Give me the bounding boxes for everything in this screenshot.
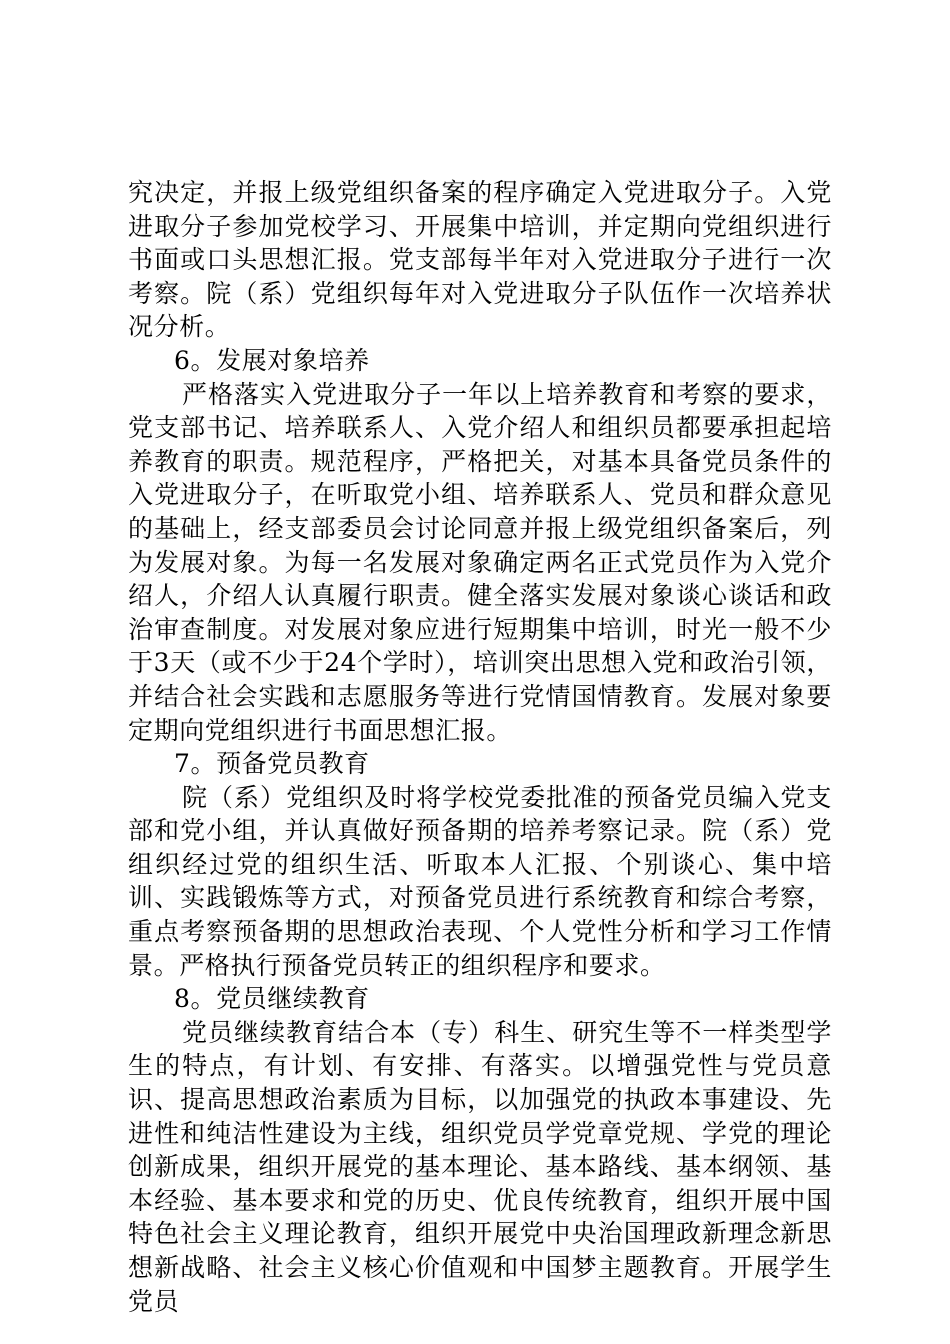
paragraph-probationary-members: 院（系）党组织及时将学校党委批准的预备党员编入党支部和党小组，并认真做好预备期的培养考察记录。院（系）党组织经过党的组织生活、听取本人汇报、个别谈心、集中培训、实践锻炼等方式，对预备党员进行系统教育和综合考察，重点考察预备期的思想政治表现、个人党性分析和学习工作情景。严格执行预备党员转正的组织程序和要求。 <box>128 782 832 980</box>
document-body <box>128 176 832 1318</box>
paragraph-continuing-education: 党员继续教育结合本（专）科生、研究生等不一样类型学生的特点，有计划、有安排、有落实。以增强党性与党员意识、提高思想政治素质为目标，以加强党的执政本事建设、先进性和纯洁性建设为主线，组织党员学党章党规、学党的理论创新成果，组织开展党的基本理论、基本路线、基本纲领、基本经验、基本要求和党的历史、优良传统教育，组织开展中国特色社会主义理论教育，组织开展党中央治国理政新理念新思想新战略、社会主义核心价值观和中国梦主题教育。开展学生党员 <box>128 1017 832 1316</box>
section-heading-probationary-members: 7。预备党员教育 <box>174 749 370 779</box>
section-heading-continuing-education: 8。党员继续教育 <box>174 984 370 1014</box>
section-heading-development-targets: 6。发展对象培养 <box>174 345 370 375</box>
paragraph-development-targets: 严格落实入党进取分子一年以上培养教育和考察的要求，党支部书记、培养联系人、入党介绍人和组织员都要承担起培养教育的职责。规范程序，严格把关，对基本具备党员条件的入党进取分子，在听取党小组、培养联系人、党员和群众意见的基础上，经支部委员会讨论同意并报上级党组织备案后，列为发展对象。为每一名发展对象确定两名正式党员作为入党介绍人，介绍人认真履行职责。健全落实发展对象谈心谈话和政治审查制度。对发展对象应进行短期集中培训，时光一般不少于3天（或不少于24个学时），培训突出思想入党和政治引领，并结合社会实践和志愿服务等进行党情国情教育。发展对象要定期向党组织进行书面思想汇报。 <box>128 379 832 745</box>
paragraph-continuation: 究决定，并报上级党组织备案的程序确定入党进取分子。入党进取分子参加党校学习、开展集中培训，并定期向党组织进行书面或口头思想汇报。党支部每半年对入党进取分子进行一次考察。院（系）党组织每年对入党进取分子队伍作一次培养状况分析。 <box>128 178 832 342</box>
